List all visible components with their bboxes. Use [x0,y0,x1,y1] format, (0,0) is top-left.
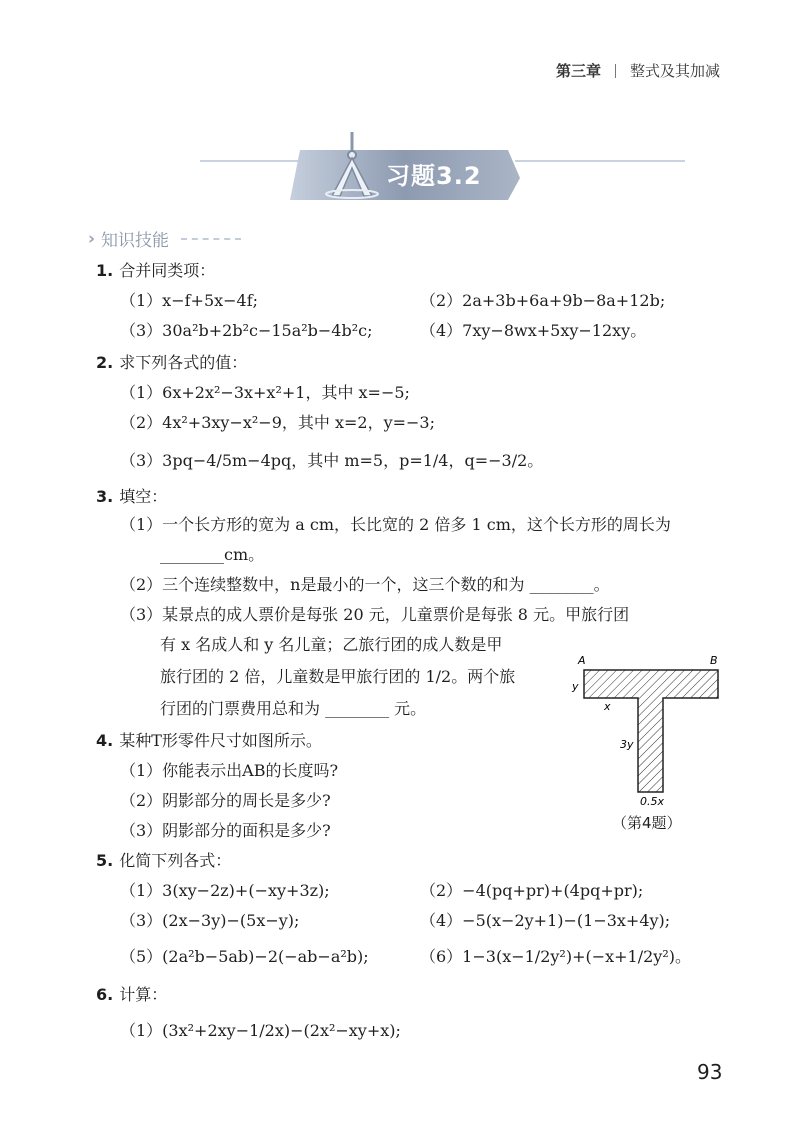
q3-part-1: （1）一个长方形的宽为 a cm，长比宽的 2 倍多 1 cm，这个长方形的周长为 [120,515,671,534]
q3-part-3-line-4: 行团的门票费用总和为 ________ 元。 [160,699,427,718]
q4-part-3: （3）阴影部分的面积是多少? [120,821,331,840]
section-label: 知识技能 [101,231,170,251]
question-5 [96,848,231,871]
t-shape-figure [560,650,740,810]
chapter-label: 第三章 [555,62,601,80]
q3-part-2: （2）三个连续整数中，n是最小的一个，这三个数的和为 ________。 [120,575,610,594]
q5-part-3: （3）(2x−3y)−(5x−y); [120,911,300,930]
q6-part-1: （1）(3x²+2xy−1/2x)−(2x²−xy+x); [120,1021,401,1040]
question-stem: 合并同类项： [119,261,216,280]
q1-part-1: （1）x−f+5x−4f; [120,291,259,310]
q5-part-2: （2）−4(pq+pr)+(4pq+pr); [420,881,644,900]
question-6 [96,982,167,1005]
label-0-5x: 0.5x [640,795,665,808]
page-number: 93 [697,1060,723,1084]
section-divider [181,238,241,240]
question-stem: 化简下列各式： [119,851,232,870]
q2-part-1: （1）6x+2x²−3x+x²+1，其中 x=−5; [120,383,410,402]
banner-rule-left [200,160,300,162]
question-1 [96,258,215,281]
label-y: y [572,680,579,693]
label-3y: 3y [620,738,634,751]
q5-part-1: （1）3(xy−2z)+(−xy+3z); [120,881,330,900]
q3-part-1-blank: ________cm。 [160,545,265,564]
chapter-title: 整式及其加减 [629,62,720,80]
q3-part-3-line-3: 旅行团的 2 倍，儿童数是甲旅行团的 1/2。两个旅 [160,667,516,686]
question-stem: 计算： [119,985,168,1004]
q5-part-6: （6）1−3(x−1/2y²)+(−x+1/2y²)。 [420,947,691,966]
question-number: 2. [96,353,114,372]
label-x: x [604,700,611,713]
question-3 [96,484,167,507]
exercise-banner [290,128,520,206]
q5-part-5: （5）(2a²b−5ab)−2(−ab−a²b); [120,947,369,966]
header-separator [615,64,616,78]
question-stem: 求下列各式的值： [119,353,248,372]
chevron-right-icon: › [88,228,96,249]
q1-part-3: （3）30a²b+2b²c−15a²b−4b²c; [120,321,373,340]
q4-part-1: （1）你能表示出AB的长度吗? [120,761,339,780]
q4-part-2: （2）阴影部分的周长是多少? [120,791,331,810]
label-b: B [710,654,718,667]
question-number: 3. [96,487,114,506]
q2-part-2: （2）4x²+3xy−x²−9，其中 x=2，y=−3; [120,413,435,432]
question-number: 4. [96,731,114,750]
banner-rule-right [515,160,685,162]
q3-part-3-line-2: 有 x 名成人和 y 名儿童；乙旅行团的成人数是甲 [160,635,503,654]
question-stem: 填空： [119,487,168,506]
q5-part-4: （4）−5(x−2y+1)−(1−3x+4y); [420,911,671,930]
question-2 [96,350,247,373]
q1-part-4: （4）7xy−8wx+5xy−12xy。 [420,321,647,340]
q3-part-3-line-1: （3）某景点的成人票价是每张 20 元，儿童票价是每张 8 元。甲旅行团 [120,605,630,624]
question-number: 1. [96,261,114,280]
t-shape-shaded-region [584,670,718,792]
figure-caption: （第4题） [612,814,682,832]
banner-title: 习题3.2 [386,162,482,190]
running-header [556,60,720,81]
question-number: 6. [96,985,114,1004]
question-4 [96,728,322,751]
q1-part-2: （2）2a+3b+6a+9b−8a+12b; [420,291,666,310]
question-number: 5. [96,851,114,870]
question-stem: 某种T形零件尺寸如图所示。 [119,731,322,750]
label-a: A [578,654,586,667]
q2-part-3: （3）3pq−4/5m−4pq，其中 m=5，p=1/4，q=−3/2。 [120,451,544,470]
section-heading [88,226,241,251]
